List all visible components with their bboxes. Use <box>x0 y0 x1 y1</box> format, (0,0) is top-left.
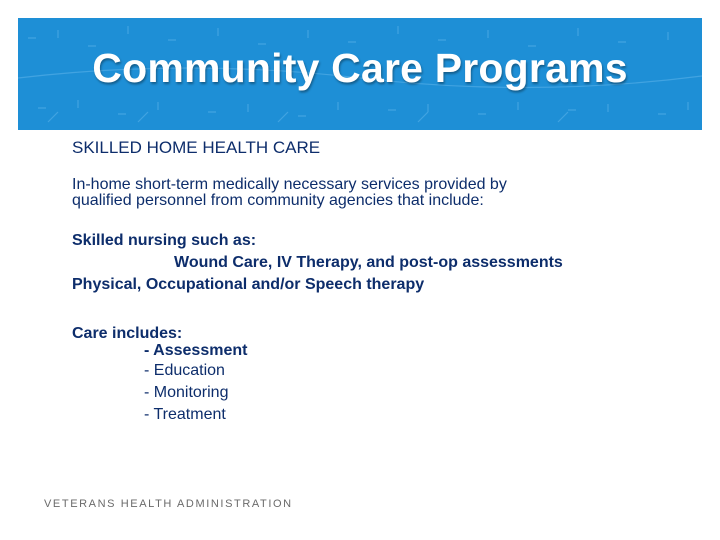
skilled-nursing-lead: Skilled nursing such as: <box>72 232 257 249</box>
therapy-line: Physical, Occupational and/or Speech therapy <box>72 276 425 293</box>
skilled-nursing-detail: Wound Care, IV Therapy, and post-op assessments <box>174 254 563 271</box>
title-banner <box>18 18 702 130</box>
care-includes-block <box>72 326 692 426</box>
section-heading: SKILLED HOME HEALTH CARE <box>72 138 321 157</box>
slide-title: Community Care Programs <box>92 45 628 91</box>
footer-organization: VETERANS HEALTH ADMINISTRATION <box>44 498 293 510</box>
slide-content <box>72 138 692 426</box>
care-item-monitoring: - Monitoring <box>144 384 229 401</box>
care-item-treatment: - Treatment <box>144 406 226 423</box>
intro-paragraph: In-home short-term medically necessary services provided by qualified personnel from community agencies that include: <box>72 176 507 209</box>
care-includes-heading: Care includes: <box>72 325 183 342</box>
care-item-education: - Education <box>144 362 225 379</box>
care-item-assessment: - Assessment <box>144 342 248 359</box>
